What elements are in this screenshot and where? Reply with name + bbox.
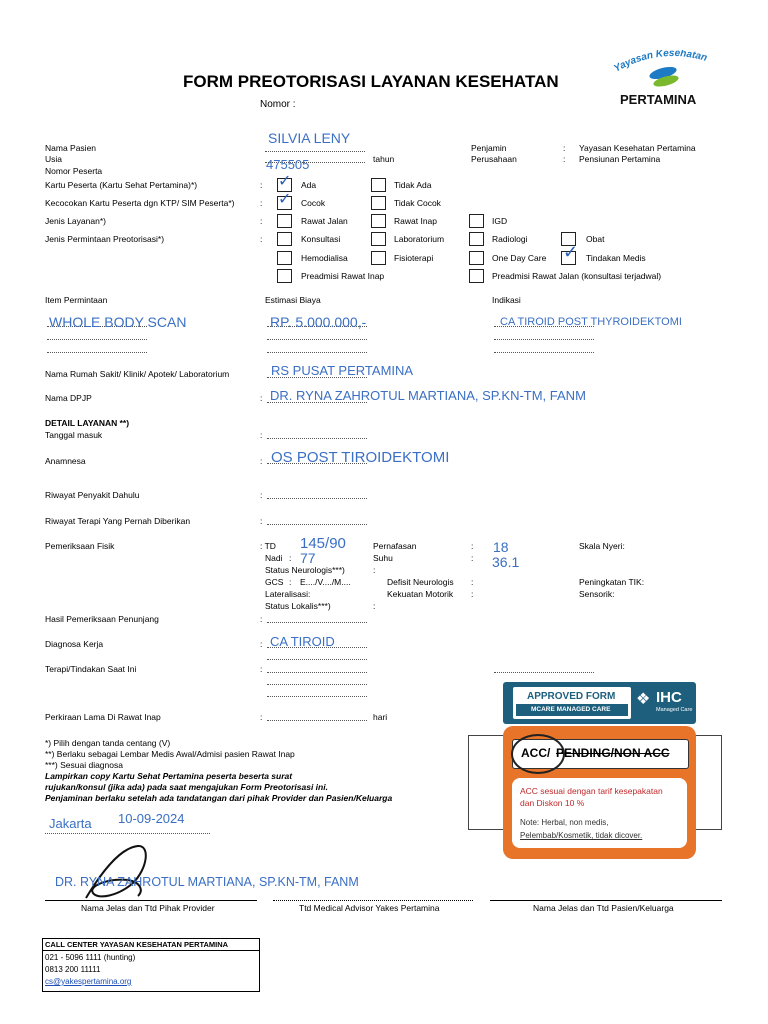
check-icon: ✓ [278, 173, 292, 190]
instruction-3: Penjaminan berlaku setelah ada tandatangan dari pihak Provider dan Pasien/Keluarga [45, 793, 393, 803]
lama-rawat-label: Perkiraan Lama Di Rawat Inap [45, 712, 161, 722]
anamnesa-label: Anamnesa [45, 456, 86, 466]
defisit-neurologis-label: Defisit Neurologis [387, 577, 454, 587]
rawat-inap-label: Rawat Inap [394, 216, 437, 226]
tarif-line-2: dan Diskon 10 % [520, 798, 585, 808]
note-3: ***) Sesuai diagnosa [45, 760, 123, 770]
nama-pasien-label: Nama Pasien [45, 143, 97, 153]
anamnesa-value[interactable]: OS POST TIROIDEKTOMI [271, 449, 450, 466]
colon: : [471, 553, 474, 563]
colon: : [260, 490, 263, 500]
nadi-label: Nadi [265, 553, 283, 563]
colon: : [373, 565, 376, 575]
pernafasan-label: Pernafasan [373, 541, 417, 551]
biaya-value[interactable]: RP. 5.000.000,- [270, 314, 367, 330]
cocok-label: Cocok [301, 198, 326, 208]
colon: : [373, 601, 376, 611]
note-line-1: Note: Herbal, non medis, [520, 818, 609, 827]
note-1: *) Pilih dengan tanda centang (V) [45, 738, 171, 748]
one-day-care-checkbox[interactable] [469, 251, 484, 265]
laboratorium-label: Laboratorium [394, 234, 445, 244]
terms-box [512, 778, 687, 848]
diagnosa-kerja-label: Diagnosa Kerja [45, 639, 104, 649]
tidak-cocok-checkbox[interactable] [371, 196, 386, 210]
colon: : [471, 577, 474, 587]
approved-inner [513, 687, 631, 719]
tidak-cocok-label: Tidak Cocok [394, 198, 441, 208]
tanggal-masuk-label: Tanggal masuk [45, 430, 103, 440]
usia-label: Usia [45, 154, 63, 164]
dpjp-value[interactable]: DR. RYNA ZAHROTUL MARTIANA, SP.KN-TM, FANM [270, 388, 586, 403]
kekuatan-motorik-label: Kekuatan Motorik [387, 589, 454, 599]
call-center-title: CALL CENTER YAYASAN KESEHATAN PERTAMINA [45, 940, 229, 949]
email-link[interactable]: cs@yakespertamina.org [45, 977, 132, 986]
suhu-label: Suhu [373, 553, 393, 563]
radiologi-checkbox[interactable] [469, 232, 484, 246]
dpjp-label: Nama DPJP [45, 393, 92, 403]
colon: : [260, 712, 263, 722]
colon: : [289, 577, 292, 587]
pertamina-logo [608, 50, 733, 112]
riwayat-terapi-label: Riwayat Terapi Yang Pernah Diberikan [45, 516, 191, 526]
logo-wordmark: PERTAMINA [620, 92, 697, 107]
status-lokalis-label: Status Lokalis***) [265, 601, 331, 611]
lateralisasi-label: Lateralisasi: [265, 589, 311, 599]
igd-label: IGD [492, 216, 508, 226]
status-neurologis-label: Status Neurologis***) [265, 565, 345, 575]
diagnosa-value[interactable]: CA TIROID [270, 634, 335, 649]
colon: : [260, 614, 263, 624]
laboratorium-checkbox[interactable] [371, 232, 386, 246]
kartu-tidak-ada-label: Tidak Ada [394, 180, 432, 190]
perusahaan-value: Pensiunan Pertamina [579, 154, 661, 164]
item-value[interactable]: WHOLE BODY SCAN [49, 314, 187, 330]
pernafasan-value[interactable]: 18 [493, 539, 509, 555]
rawat-jalan-label: Rawat Jalan [301, 216, 348, 226]
colon: : [260, 216, 263, 226]
colon: : [471, 541, 474, 551]
preadmisi-rawat-jalan-checkbox[interactable] [469, 269, 484, 283]
estimasi-biaya-header: Estimasi Biaya [265, 295, 321, 305]
sig-patient-label: Nama Jelas dan Ttd Pasien/Keluarga [533, 903, 674, 913]
acc-text: ACC/ [521, 746, 551, 760]
notes-block [45, 738, 392, 804]
igd-checkbox[interactable] [469, 214, 484, 228]
tarif-line-1: ACC sesuai dengan tarif kesepakatan [520, 786, 663, 796]
rs-value[interactable]: RS PUSAT PERTAMINA [271, 363, 414, 378]
colon: : [260, 234, 263, 244]
riwayat-penyakit-label: Riwayat Penyakit Dahulu [45, 490, 140, 500]
colon: : [260, 664, 263, 674]
sig-provider-label: Nama Jelas dan Ttd Pihak Provider [81, 903, 215, 913]
form-title: FORM PREOTORISASI LAYANAN KESEHATAN [183, 72, 559, 91]
preadmisi-rawat-inap-checkbox[interactable] [277, 269, 292, 283]
rs-label: Nama Rumah Sakit/ Klinik/ Apotek/ Laboratorium [45, 369, 230, 379]
colon: : [260, 639, 263, 649]
logo-arc-text: Yayasan Kesehatan [612, 50, 709, 75]
gcs-label: GCS [265, 577, 284, 587]
logo-emblem-icon [608, 50, 733, 88]
colon: : [260, 430, 263, 440]
hari-label: hari [373, 712, 388, 722]
check-icon: ✓ [563, 242, 579, 262]
jenis-layanan-label: Jenis Layanan*) [45, 216, 106, 226]
check-icon: ✓ [278, 191, 292, 208]
td-label: : TD [260, 541, 276, 551]
colon: : [260, 456, 263, 466]
indikasi-value[interactable]: CA TIROID POST THYROIDEKTOMI [500, 316, 682, 328]
colon: : [260, 516, 263, 526]
obat-label: Obat [586, 234, 605, 244]
approved-form-text: APPROVED FORM [527, 691, 616, 702]
item-permintaan-header: Item Permintaan [45, 295, 108, 305]
phone-2: 0813 200 11111 [45, 965, 101, 974]
decision-stamp [503, 726, 696, 859]
hasil-penunjang-label: Hasil Pemeriksaan Penunjang [45, 614, 159, 624]
penjamin-value: Yayasan Kesehatan Pertamina [579, 143, 696, 153]
skala-nyeri-label: Skala Nyeri: [579, 541, 625, 551]
call-center-box [42, 938, 260, 992]
ihc-text: IHC [656, 689, 682, 706]
provider-signature [78, 838, 158, 908]
td-value[interactable]: 145/90 [300, 535, 346, 552]
jenis-permintaan-label: Jenis Permintaan Preotorisasi*) [45, 234, 165, 244]
konsultasi-checkbox[interactable] [277, 232, 292, 246]
date-value[interactable]: 10-09-2024 [118, 811, 185, 826]
kecocokan-label: Kecocokan Kartu Peserta dgn KTP/ SIM Peserta*) [45, 198, 235, 208]
radiologi-label: Radiologi [492, 234, 528, 244]
nama-pasien-value[interactable]: SILVIA LENY [268, 130, 351, 146]
colon: : [289, 553, 292, 563]
sig-medical-advisor-label: Ttd Medical Advisor Yakes Pertamina [299, 903, 440, 913]
provider-name-value[interactable]: DR. RYNA ZAHROTUL MARTIANA, SP.KN-TM, FANM [55, 875, 359, 889]
city-value[interactable]: Jakarta [49, 816, 92, 831]
peningkatan-tik-label: Peningkatan TIK: [579, 577, 645, 587]
approved-stamp [503, 682, 696, 724]
kartu-ada-label: Ada [301, 180, 317, 190]
acc-circle-mark [511, 734, 565, 774]
colon: : [471, 589, 474, 599]
ihc-sub-text: Managed Care [656, 707, 693, 713]
nomor-peserta-label: Nomor Peserta [45, 166, 103, 176]
rawat-jalan-checkbox[interactable] [277, 214, 292, 228]
hemodialisa-checkbox[interactable] [277, 251, 292, 265]
nomor-label: Nomor : [260, 99, 296, 110]
fisioterapi-label: Fisioterapi [394, 253, 434, 263]
nadi-value[interactable]: 77 [300, 550, 316, 566]
usia-value[interactable]: 475505 [266, 157, 310, 172]
note-2: **) Berlaku sebagai Lembar Medis Awal/Admisi pasien Rawat Inap [45, 749, 295, 759]
colon: : [563, 154, 566, 164]
instruction-2: rujukan/konsul (jika ada) pada saat mengajukan Form Preotorisasi ini. [45, 782, 328, 792]
gcs-value: E..../V..../M.... [300, 577, 351, 587]
kartu-label: Kartu Peserta (Kartu Sehat Pertamina)*) [45, 180, 198, 190]
phone-1: 021 - 5096 1111 (hunting) [45, 953, 136, 962]
detail-heading: DETAIL LAYANAN **) [45, 418, 130, 428]
preadmisi-rawat-inap-label: Preadmisi Rawat Inap [301, 271, 385, 281]
instruction-1: Lampirkan copy Kartu Sehat Pertamina peserta beserta surat [45, 771, 293, 781]
colon: : [260, 393, 263, 403]
indikasi-header: Indikasi [492, 295, 521, 305]
pending-nonacc-text: PENDING/NON ACC [556, 746, 670, 760]
suhu-value[interactable]: 36.1 [492, 554, 520, 570]
perusahaan-label: Perusahaan [471, 154, 517, 164]
kartu-tidak-ada-checkbox[interactable] [371, 178, 386, 192]
sensorik-label: Sensorik: [579, 589, 615, 599]
rawat-inap-checkbox[interactable] [371, 214, 386, 228]
tindakan-medis-label: Tindakan Medis [586, 253, 646, 263]
pemeriksaan-fisik-label: Pemeriksaan Fisik [45, 541, 115, 551]
colon: : [563, 143, 566, 153]
tahun-label: tahun [373, 154, 395, 164]
penjamin-label: Penjamin [471, 143, 507, 153]
fisioterapi-checkbox[interactable] [371, 251, 386, 265]
colon: : [260, 180, 263, 190]
mcare-text: MCARE MANAGED CARE [531, 706, 611, 713]
one-day-care-label: One Day Care [492, 253, 547, 263]
ihc-logo-icon: ❖ [636, 691, 651, 708]
hemodialisa-label: Hemodialisa [301, 253, 348, 263]
note-line-2: Pelembab/Kosmetik, tidak dicover. [520, 831, 643, 840]
terapi-label: Terapi/Tindakan Saat Ini [45, 664, 137, 674]
preadmisi-rawat-jalan-label: Preadmisi Rawat Jalan (konsultasi terjadwal) [492, 271, 662, 281]
colon: : [260, 198, 263, 208]
konsultasi-label: Konsultasi [301, 234, 341, 244]
